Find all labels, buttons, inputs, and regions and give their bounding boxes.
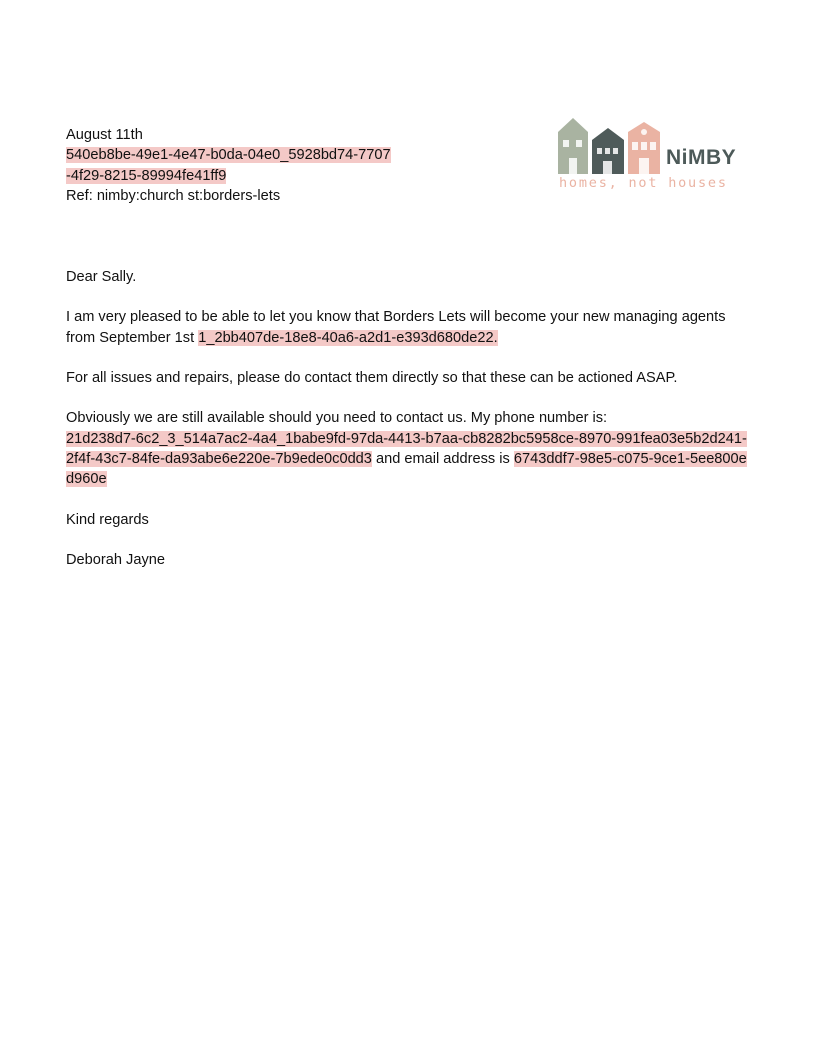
- email-address: 6743ddf7-98e5-c075-9ce1-5ee800ed960e: [66, 450, 747, 488]
- logo-wordmark: NiMBY: [666, 146, 737, 169]
- logo-tagline: homes, not houses: [559, 175, 728, 191]
- phone-number: 21d238d7-6c2_3_514a7ac2-4a4_1babe9fd-97da-4413-b7aa-cb8282bc5958ce-8970-991fea03e5b2d241-2f4f-43c7-84fe-da93abe6e220e-7b9ede0c0dd3: [66, 430, 747, 467]
- email-intro-text: and email address is: [371, 450, 514, 467]
- document-id-line-2: -4f29-8215-89994fe41ff9: [66, 167, 227, 184]
- paragraph-contact: [66, 408, 752, 489]
- paragraph-managing-agents-text: I am very pleased to be able to let you know that Borders Lets will become your new managing agents from September 1st: [66, 309, 726, 346]
- paragraph-contact-text: Obviously we are still available should you need to contact us. My phone number is:: [66, 410, 608, 427]
- letter-date: August 11th: [66, 127, 143, 143]
- start-date-id: 1_2bb407de-18e8-40a6-a2d1-e393d680de22.: [198, 329, 498, 346]
- document-id-line-1: 540eb8be-49e1-4e47-b0da-04e0_5928bd74-7707: [66, 147, 391, 164]
- reference-line: Ref: nimby:church st:borders-lets: [66, 187, 281, 204]
- signature-name: Deborah Jayne: [66, 551, 165, 568]
- paragraph-managing-agents: [66, 307, 752, 348]
- paragraph-issues-repairs: For all issues and repairs, please do contact them directly so that these can be actioned ASAP.: [66, 370, 678, 387]
- houses-icon: [556, 118, 666, 174]
- salutation: Dear Sally.: [66, 269, 137, 286]
- letter-header: [66, 125, 406, 206]
- nimby-logo: [556, 118, 746, 198]
- closing: Kind regards: [66, 511, 149, 528]
